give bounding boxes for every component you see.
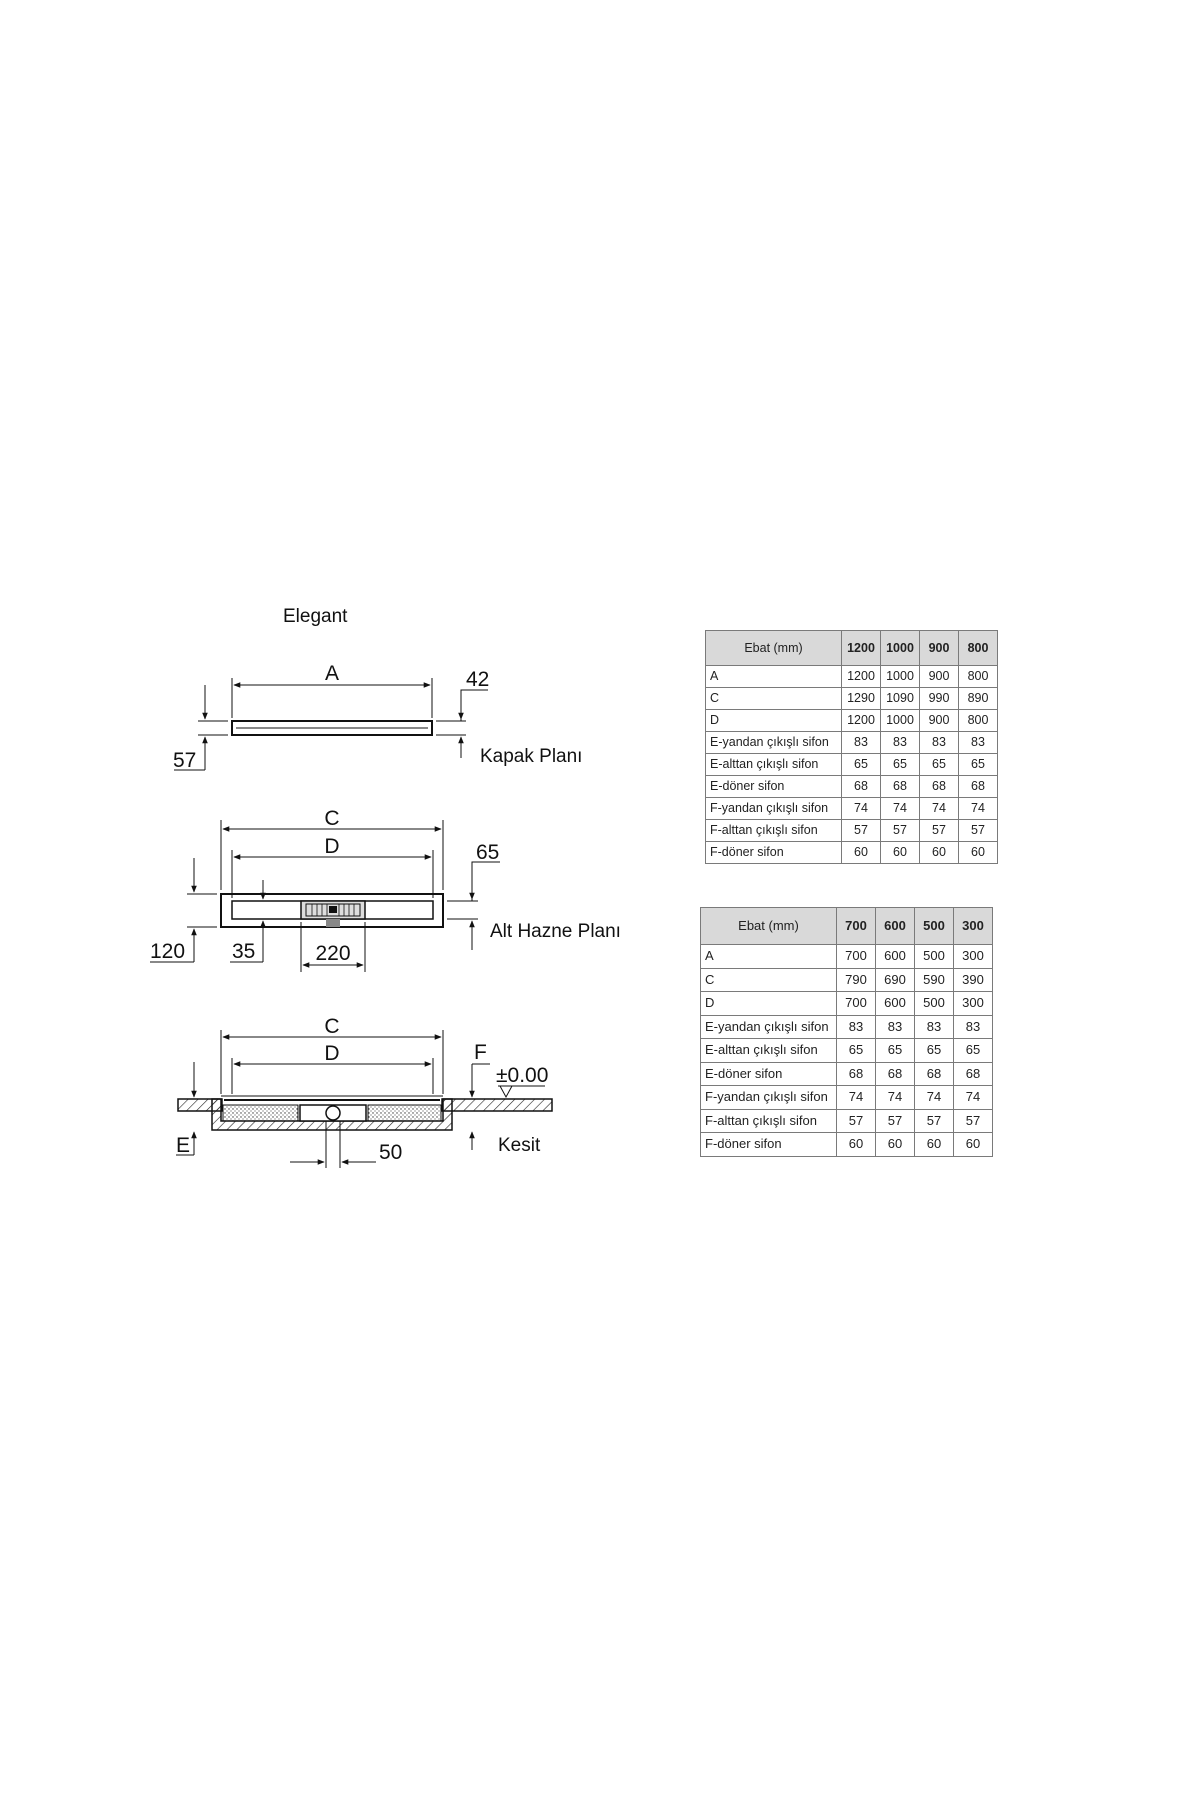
row-label: F-döner sifon	[701, 1133, 837, 1157]
table-cell: 990	[920, 688, 959, 710]
table-cell: 65	[959, 754, 998, 776]
table-cell: 83	[842, 732, 881, 754]
table-cell: 700	[837, 992, 876, 1016]
table-cell: 68	[920, 776, 959, 798]
table-header-label: Ebat (mm)	[701, 908, 837, 945]
dim-label-42: 42	[466, 668, 490, 691]
table-header-row	[706, 631, 998, 666]
table-cell: 60	[959, 842, 998, 864]
table-cell: 700	[837, 945, 876, 969]
base-dim-label-65: 65	[476, 841, 500, 864]
table-cell: 57	[837, 1109, 876, 1133]
table-cell: 83	[837, 1015, 876, 1039]
table-cell: 74	[842, 798, 881, 820]
row-label: F-yandan çıkışlı sifon	[701, 1086, 837, 1110]
table-cell: 74	[959, 798, 998, 820]
table-row	[706, 688, 998, 710]
table-cell: 1000	[881, 666, 920, 688]
floor-slab-right	[442, 1099, 552, 1111]
dim-label-a: A	[324, 662, 340, 685]
table-row	[701, 1133, 993, 1157]
table-cell: 74	[920, 798, 959, 820]
table-cell: 57	[920, 820, 959, 842]
row-label: F-döner sifon	[706, 842, 842, 864]
cover-view-label: Kapak Planı	[480, 746, 583, 767]
size-table-large	[705, 630, 998, 864]
row-label: A	[701, 945, 837, 969]
row-label: E-döner sifon	[706, 776, 842, 798]
table-cell: 60	[876, 1133, 915, 1157]
base-dim-label-220: 220	[315, 942, 351, 965]
dim-label-57: 57	[173, 749, 197, 772]
table-header-size: 300	[954, 908, 993, 945]
table-cell: 65	[920, 754, 959, 776]
section-view-label: Kesit	[498, 1135, 541, 1156]
table-cell: 83	[915, 1015, 954, 1039]
table-cell: 65	[837, 1039, 876, 1063]
row-label: C	[701, 968, 837, 992]
table-cell: 83	[876, 1015, 915, 1039]
table-row	[701, 1086, 993, 1110]
table-cell: 68	[915, 1062, 954, 1086]
table-cell: 83	[920, 732, 959, 754]
cover-view	[173, 662, 582, 772]
row-label: F-alttan çıkışlı sifon	[701, 1109, 837, 1133]
row-label: C	[706, 688, 842, 710]
section-dim-label-c: C	[324, 1015, 340, 1038]
table-row	[706, 842, 998, 864]
table-cell: 300	[954, 945, 993, 969]
row-label: E-alttan çıkışlı sifon	[706, 754, 842, 776]
row-label: A	[706, 666, 842, 688]
table-row	[701, 968, 993, 992]
table-cell: 300	[954, 992, 993, 1016]
row-label: E-alttan çıkışlı sifon	[701, 1039, 837, 1063]
table-cell: 500	[915, 945, 954, 969]
table-cell: 65	[954, 1039, 993, 1063]
table-header-size: 1000	[881, 631, 920, 666]
table-cell: 68	[876, 1062, 915, 1086]
table-cell: 1090	[881, 688, 920, 710]
table-header-row	[701, 908, 993, 945]
table-row	[701, 1062, 993, 1086]
table-cell: 1000	[881, 710, 920, 732]
table-cell: 74	[881, 798, 920, 820]
table-cell: 790	[837, 968, 876, 992]
diagram-title: Elegant	[283, 606, 348, 627]
row-label: E-yandan çıkışlı sifon	[706, 732, 842, 754]
table-row	[706, 820, 998, 842]
table-row	[706, 798, 998, 820]
row-label: E-yandan çıkışlı sifon	[701, 1015, 837, 1039]
table-header-size: 800	[959, 631, 998, 666]
table-cell: 83	[881, 732, 920, 754]
table-cell: 83	[954, 1015, 993, 1039]
table-cell: 60	[920, 842, 959, 864]
table-cell: 68	[959, 776, 998, 798]
table-row	[701, 1109, 993, 1133]
table-cell: 60	[881, 842, 920, 864]
table-cell: 74	[954, 1086, 993, 1110]
table-header-label: Ebat (mm)	[706, 631, 842, 666]
table-cell: 68	[954, 1062, 993, 1086]
table-cell: 390	[954, 968, 993, 992]
table-header-size: 600	[876, 908, 915, 945]
table-cell: 1200	[842, 710, 881, 732]
table-row	[701, 945, 993, 969]
table-row	[706, 666, 998, 688]
table-header-size: 700	[837, 908, 876, 945]
table-cell: 500	[915, 992, 954, 1016]
table-cell: 60	[842, 842, 881, 864]
table-cell: 900	[920, 666, 959, 688]
table-cell: 65	[881, 754, 920, 776]
section-view	[176, 1015, 552, 1168]
table-cell: 900	[920, 710, 959, 732]
table-cell: 57	[842, 820, 881, 842]
table-cell: 57	[876, 1109, 915, 1133]
table-cell: 57	[959, 820, 998, 842]
table-cell: 690	[876, 968, 915, 992]
section-dim-label-f: F	[474, 1041, 487, 1064]
size-table-small	[700, 907, 993, 1157]
section-dim-label-e: E	[176, 1134, 191, 1157]
table-row	[701, 1039, 993, 1063]
base-dim-label-d: D	[324, 835, 340, 858]
table-cell: 60	[954, 1133, 993, 1157]
table-header-size: 900	[920, 631, 959, 666]
table-cell: 800	[959, 710, 998, 732]
table-header-size: 500	[915, 908, 954, 945]
base-dim-label-c: C	[324, 807, 340, 830]
base-view-label: Alt Hazne Planı	[490, 921, 621, 942]
table-cell: 1200	[842, 666, 881, 688]
table-row	[706, 754, 998, 776]
base-dim-label-35: 35	[232, 940, 256, 963]
table-cell: 590	[915, 968, 954, 992]
table-cell: 800	[959, 666, 998, 688]
table-row	[706, 710, 998, 732]
table-cell: 60	[837, 1133, 876, 1157]
table-cell: 65	[842, 754, 881, 776]
table-cell: 65	[876, 1039, 915, 1063]
table-row	[706, 776, 998, 798]
section-dim-label-d: D	[324, 1042, 340, 1065]
table-cell: 600	[876, 992, 915, 1016]
table-cell: 600	[876, 945, 915, 969]
table-row	[706, 732, 998, 754]
table-cell: 74	[837, 1086, 876, 1110]
table-cell: 74	[876, 1086, 915, 1110]
table-cell: 60	[915, 1133, 954, 1157]
table-cell: 65	[915, 1039, 954, 1063]
section-level-label: ±0.00	[496, 1064, 549, 1087]
row-label: D	[701, 992, 837, 1016]
table-cell: 1290	[842, 688, 881, 710]
section-dim-label-50: 50	[379, 1141, 403, 1164]
table-row	[701, 992, 993, 1016]
row-label: E-döner sifon	[701, 1062, 837, 1086]
table-cell: 68	[881, 776, 920, 798]
row-label: F-yandan çıkışlı sifon	[706, 798, 842, 820]
base-view	[150, 807, 621, 972]
row-label: F-alttan çıkışlı sifon	[706, 820, 842, 842]
table-cell: 68	[837, 1062, 876, 1086]
table-cell: 57	[954, 1109, 993, 1133]
table-row	[701, 1015, 993, 1039]
row-label: D	[706, 710, 842, 732]
table-cell: 83	[959, 732, 998, 754]
base-dim-label-120: 120	[150, 940, 186, 963]
table-header-size: 1200	[842, 631, 881, 666]
table-cell: 890	[959, 688, 998, 710]
table-cell: 57	[915, 1109, 954, 1133]
table-cell: 68	[842, 776, 881, 798]
table-cell: 57	[881, 820, 920, 842]
table-cell: 74	[915, 1086, 954, 1110]
